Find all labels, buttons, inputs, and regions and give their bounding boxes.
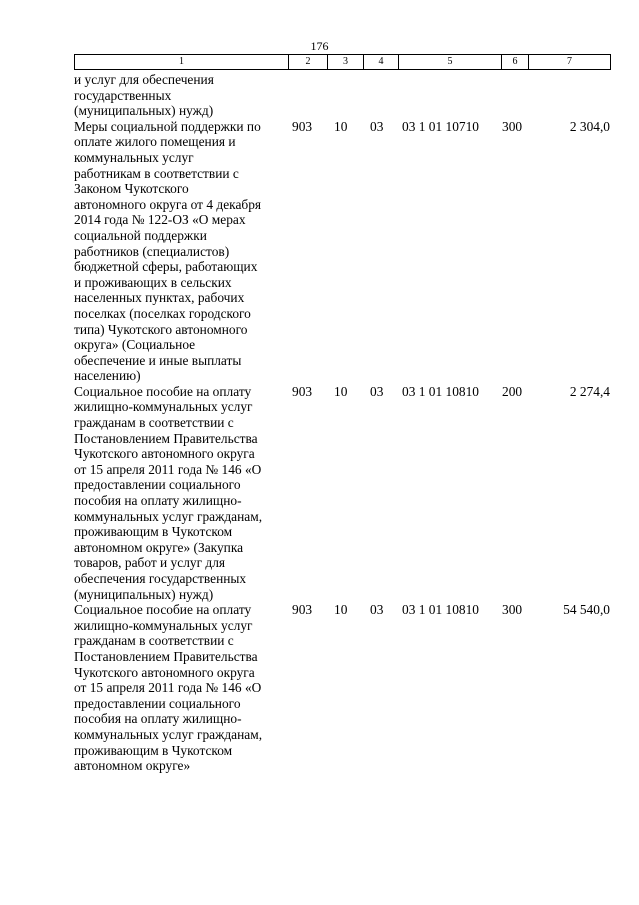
description-line: пособия на оплату жилищно- <box>74 493 242 509</box>
column-header-4: 4 <box>364 55 399 70</box>
row-description <box>74 72 288 119</box>
row-description <box>74 602 288 774</box>
description-line: коммунальных услуг гражданам, <box>74 726 263 742</box>
description-line: Законом Чукотского <box>74 181 189 197</box>
description-line: автономном округе» (Закупка <box>74 539 244 555</box>
page-number: 176 <box>310 39 329 53</box>
description-line: от 15 апреля 2011 года № 146 «О <box>74 680 262 696</box>
column-header-table <box>74 54 611 70</box>
description-line: гражданам в соответствии с <box>74 415 234 431</box>
description-line: работникам в соответствии с <box>74 165 239 181</box>
amount: 2 274,4 <box>569 383 610 399</box>
column-header-5: 5 <box>399 55 502 70</box>
table-row <box>74 119 610 384</box>
description-line: и услуг для обеспечения <box>74 72 214 87</box>
description-line: (муниципальных) нужд) <box>74 586 214 602</box>
description-line: предоставлении социального <box>74 695 241 711</box>
column-header-3: 3 <box>328 55 364 70</box>
description-line: социальной поддержки <box>74 227 207 243</box>
table-row <box>74 72 610 119</box>
description-line: Постановлением Правительства <box>74 648 258 664</box>
column-header-6: 6 <box>502 55 529 70</box>
description-line: коммунальных услуг <box>74 149 194 165</box>
description-line: товаров, работ и услуг для <box>74 555 226 571</box>
description-line: работников (специалистов) <box>74 243 230 259</box>
description-line: (муниципальных) нужд) <box>74 103 214 119</box>
table-row <box>74 384 610 602</box>
section-code: 10 <box>334 118 348 134</box>
description-line: Социальное пособие на оплату <box>74 602 252 618</box>
column-header-1: 1 <box>75 55 289 70</box>
description-line: коммунальных услуг гражданам, <box>74 508 263 524</box>
description-line: жилищно-коммунальных услуг <box>74 617 253 633</box>
description-line: предоставлении социального <box>74 477 241 493</box>
description-line: Социальное пособие на оплату <box>74 383 252 399</box>
description-line: жилищно-коммунальных услуг <box>74 399 253 415</box>
description-line: от 15 апреля 2011 года № 146 «О <box>74 461 262 477</box>
table-row <box>74 602 610 774</box>
ministry-code: 903 <box>292 383 313 399</box>
amount: 54 540,0 <box>563 602 610 618</box>
section-code: 10 <box>334 383 348 399</box>
description-line: оплате жилого помещения и <box>74 134 236 150</box>
budget-table-body <box>74 72 610 774</box>
column-header-row <box>75 55 611 70</box>
target-article-code: 03 1 01 10810 <box>402 602 479 618</box>
description-line: пособия на оплату жилищно- <box>74 711 242 727</box>
description-line: и проживающих в сельских <box>74 274 232 290</box>
description-line: Чукотского автономного округа <box>74 446 255 462</box>
ministry-code: 903 <box>292 602 313 618</box>
description-line: Меры социальной поддержки по <box>74 118 261 134</box>
description-line: 2014 года № 122-ОЗ «О мерах <box>74 212 246 228</box>
description-line: бюджетной сферы, работающих <box>74 259 258 275</box>
description-line: поселках (поселках городского <box>74 305 251 321</box>
description-line: автономном округе» <box>74 758 191 774</box>
row-description <box>74 384 288 602</box>
amount: 2 304,0 <box>569 118 610 134</box>
description-line: проживающим в Чукотском <box>74 742 233 758</box>
description-line: типа) Чукотского автономного <box>74 321 248 337</box>
expense-type-code: 300 <box>502 602 523 618</box>
subsection-code: 03 <box>370 383 384 399</box>
row-description <box>74 119 288 384</box>
description-line: населению) <box>74 368 141 384</box>
column-header-7: 7 <box>529 55 611 70</box>
ministry-code: 903 <box>292 118 313 134</box>
description-line: округа» (Социальное <box>74 337 196 353</box>
description-line: обеспечения государственных <box>74 571 247 586</box>
subsection-code: 03 <box>370 118 384 134</box>
description-line: проживающим в Чукотском <box>74 524 233 540</box>
expense-type-code: 300 <box>502 118 523 134</box>
target-article-code: 03 1 01 10810 <box>402 383 479 399</box>
description-line: населенных пунктах, рабочих <box>74 290 245 306</box>
description-line: гражданам в соответствии с <box>74 633 234 649</box>
description-line: государственных <box>74 87 172 103</box>
subsection-code: 03 <box>370 602 384 618</box>
target-article-code: 03 1 01 10710 <box>402 118 479 134</box>
description-line: Постановлением Правительства <box>74 430 258 446</box>
description-line: автономного округа от 4 декабря <box>74 196 262 212</box>
description-line: обеспечение и иные выплаты <box>74 352 242 368</box>
description-line: Чукотского автономного округа <box>74 664 255 680</box>
section-code: 10 <box>334 602 348 618</box>
expense-type-code: 200 <box>502 383 523 399</box>
column-header-2: 2 <box>289 55 328 70</box>
